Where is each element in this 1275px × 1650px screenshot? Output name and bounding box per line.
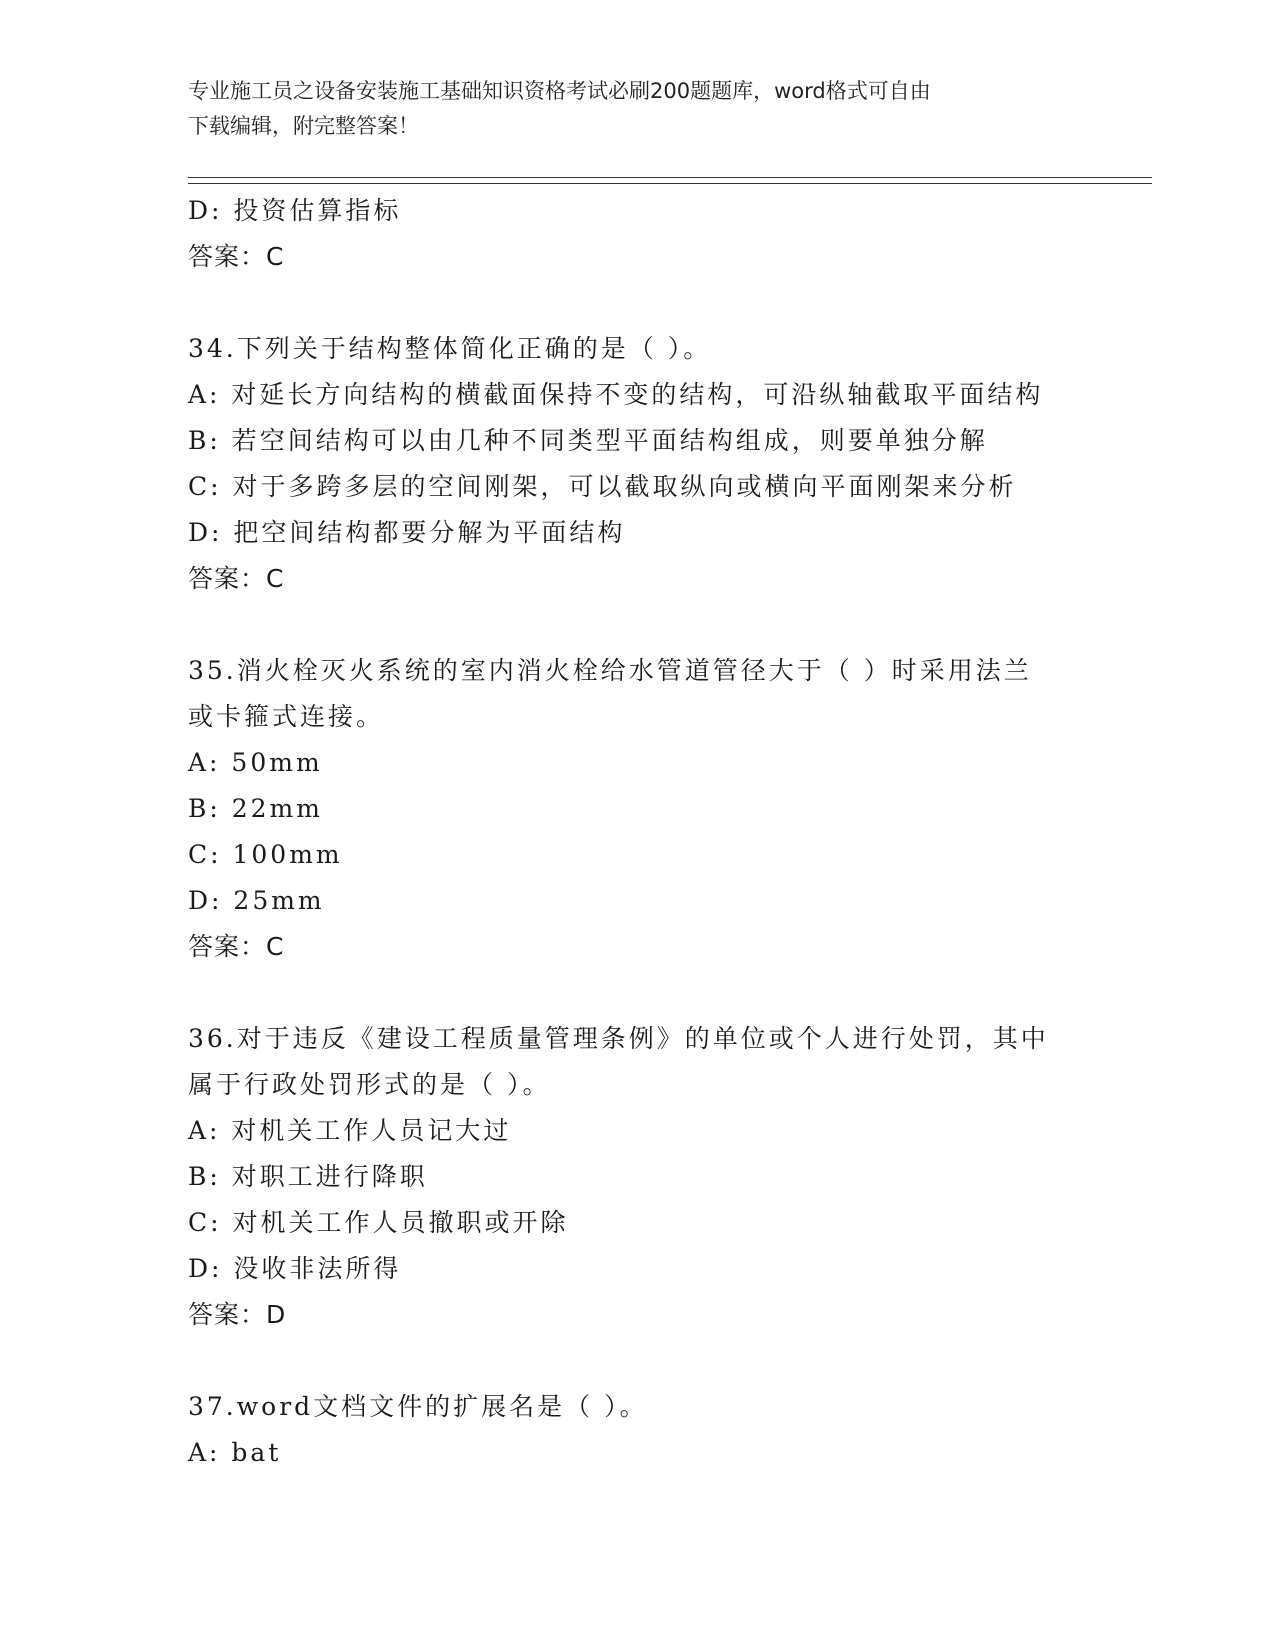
prev-option-d: D: 投资估算指标 — [188, 196, 402, 225]
option-a: A: 对机关工作人员记大过 — [188, 1116, 512, 1145]
option-c: C: 100mm — [188, 840, 343, 869]
option-d: D: 没收非法所得 — [188, 1254, 402, 1283]
option-b: B: 对职工进行降职 — [188, 1162, 428, 1191]
answer: 答案：C — [188, 564, 285, 593]
option-a: A: 对延长方向结构的横截面保持不变的结构，可沿纵轴截取平面结构 — [188, 380, 1044, 409]
spacer — [188, 1338, 1088, 1384]
question-stem-line-2: 属于行政处罚形式的是（ ）。 — [188, 1070, 551, 1099]
document-body — [188, 188, 1088, 1476]
option-c: C: 对于多跨多层的空间刚架，可以截取纵向或横向平面刚架来分析 — [188, 472, 1017, 501]
question-34 — [188, 326, 1088, 602]
option-b: B: 22mm — [188, 794, 323, 823]
document-header — [188, 74, 1088, 144]
option-d: D: 把空间结构都要分解为平面结构 — [188, 518, 626, 547]
answer: 答案：C — [188, 932, 285, 961]
option-b: B: 若空间结构可以由几种不同类型平面结构组成，则要单独分解 — [188, 426, 988, 455]
header-divider-bottom — [188, 183, 1152, 184]
header-line-2: 下载编辑，附完整答案！ — [188, 114, 419, 138]
option-a: A: bat — [188, 1438, 282, 1467]
question-35 — [188, 648, 1088, 970]
spacer — [188, 280, 1088, 326]
option-a: A: 50mm — [188, 748, 323, 777]
question-36 — [188, 1016, 1088, 1338]
question-stem: 34.下列关于结构整体简化正确的是（ ）。 — [188, 334, 712, 363]
question-37 — [188, 1384, 1088, 1476]
header-line-1: 专业施工员之设备安装施工基础知识资格考试必刷200题题库，word格式可自由 — [188, 79, 931, 103]
prev-answer: 答案：C — [188, 242, 285, 271]
spacer — [188, 602, 1088, 648]
option-c: C: 对机关工作人员撤职或开除 — [188, 1208, 569, 1237]
spacer — [188, 970, 1088, 1016]
answer: 答案：D — [188, 1300, 287, 1329]
question-stem: 37.word文档文件的扩展名是（ ）。 — [188, 1392, 648, 1421]
question-stem-line-1: 35.消火栓灭火系统的室内消火栓给水管道管径大于（ ）时采用法兰 — [188, 656, 1032, 685]
question-stem-line-1: 36.对于违反《建设工程质量管理条例》的单位或个人进行处罚，其中 — [188, 1024, 1049, 1053]
option-d: D: 25mm — [188, 886, 325, 915]
question-stem-line-2: 或卡箍式连接。 — [188, 702, 385, 731]
header-divider-top — [188, 177, 1152, 178]
